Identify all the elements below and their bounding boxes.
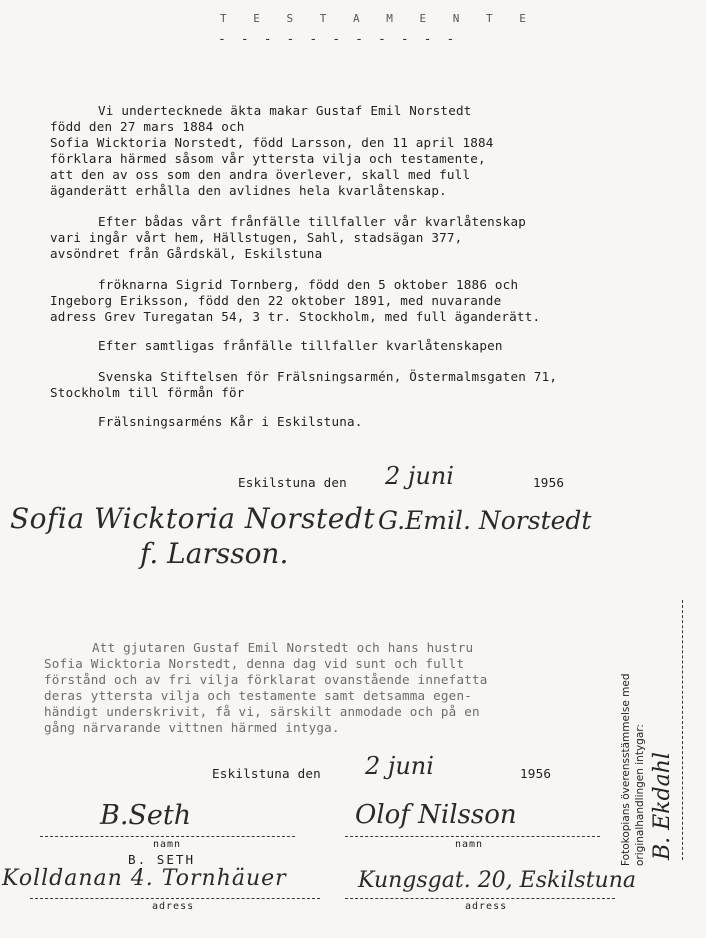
margin-signature-line <box>682 600 683 860</box>
body-line-7: Efter bådas vårt frånfälle tillfaller vår kvarlåtenskap <box>98 214 527 229</box>
body-line-11: Ingeborg Eriksson, född den 22 oktober 1891, med nuvarande <box>50 293 502 308</box>
body-line-8: vari ingår vårt hem, Hällstugen, Sahl, stadsägan 377, <box>50 230 463 245</box>
witness-address-left: Kolldanan 4. Tornhäuer <box>2 866 287 891</box>
body-line-14: Svenska Stiftelsen för Frälsningsarmén, Östermalmsgaten 71, <box>98 369 558 384</box>
place-label-1: Eskilstuna den <box>238 475 347 490</box>
signature-line-left <box>40 836 295 837</box>
body-line-13: Efter samtligas frånfälle tillfaller kvarlåtenskapen <box>98 338 503 353</box>
address-caption-right: adress <box>465 901 508 912</box>
witness-line-3: förstånd och av fri vilja förklarat ovanstående innefatta <box>44 672 488 687</box>
year-1: 1956 <box>533 475 565 490</box>
name-caption-left: namn <box>153 839 182 850</box>
body-line-12: adress Grev Turegatan 54, 3 tr. Stockholm, med full äganderätt. <box>50 309 541 324</box>
margin-note-line-2: originalhandlingen intygar: <box>634 724 646 866</box>
body-line-9: avsöndret från Gårdskäl, Eskilstuna <box>50 246 323 261</box>
signature-wife: Sofia Wicktoria Norstedt <box>10 502 375 535</box>
body-line-1: Vi undertecknede äkta makar Gustaf Emil Norstedt <box>98 103 472 118</box>
witness-typed-name-left: B. SETH <box>128 852 196 867</box>
body-line-2: född den 27 mars 1884 och <box>50 119 245 134</box>
handwritten-date-1: 2 juni <box>385 462 454 490</box>
address-line-right <box>345 898 615 899</box>
address-line-left <box>30 898 320 899</box>
body-line-3: Sofia Wicktoria Norstedt, född Larsson, den 11 april 1884 <box>50 135 494 150</box>
handwritten-date-2: 2 juni <box>365 752 434 780</box>
witness-signature-left: B.Seth <box>100 800 192 831</box>
body-line-5: att den av oss som den andra överlever, skall med full <box>50 167 471 182</box>
signature-husband: G.Emil. Norstedt <box>378 506 592 535</box>
witness-signature-right: Olof Nilsson <box>355 800 517 830</box>
body-line-4: förklara härmed såsom vår yttersta vilja och testamente, <box>50 151 486 166</box>
margin-note-line-1: Fotokopians överensstämmelse med <box>620 673 632 866</box>
witness-line-6: gång närvarande vittnen härmed intyga. <box>44 720 340 735</box>
witness-line-5: händigt underskrivit, få vi, särskilt anmodade och på en <box>44 704 480 719</box>
document-title: T E S T A M E N T E <box>220 12 536 25</box>
body-line-10: fröknarna Sigrid Tornberg, född den 5 oktober 1886 och <box>98 277 519 292</box>
title-underline: - - - - - - - - - - - <box>218 32 458 47</box>
witness-address-right: Kungsgat. 20, Eskilstuna <box>358 868 637 893</box>
margin-note-signature: B. Ekdahl <box>650 752 675 860</box>
address-caption-left: adress <box>152 901 195 912</box>
year-2: 1956 <box>520 766 552 781</box>
witness-line-1: Att gjutaren Gustaf Emil Norstedt och hans hustru <box>92 640 474 655</box>
witness-line-2: Sofia Wicktoria Norstedt, denna dag vid sunt och fullt <box>44 656 465 671</box>
witness-line-4: deras yttersta vilja och testamente samt detsamma egen- <box>44 688 473 703</box>
signature-line-right <box>345 836 600 837</box>
place-label-2: Eskilstuna den <box>212 766 321 781</box>
signature-wife-maiden: f. Larsson. <box>140 537 289 570</box>
body-line-6: äganderätt erhålla den avlidnes hela kvarlåtenskap. <box>50 183 447 198</box>
body-line-16: Frälsningsarméns Kår i Eskilstuna. <box>98 414 363 429</box>
body-line-15: Stockholm till förmån för <box>50 385 245 400</box>
name-caption-right: namn <box>455 839 484 850</box>
